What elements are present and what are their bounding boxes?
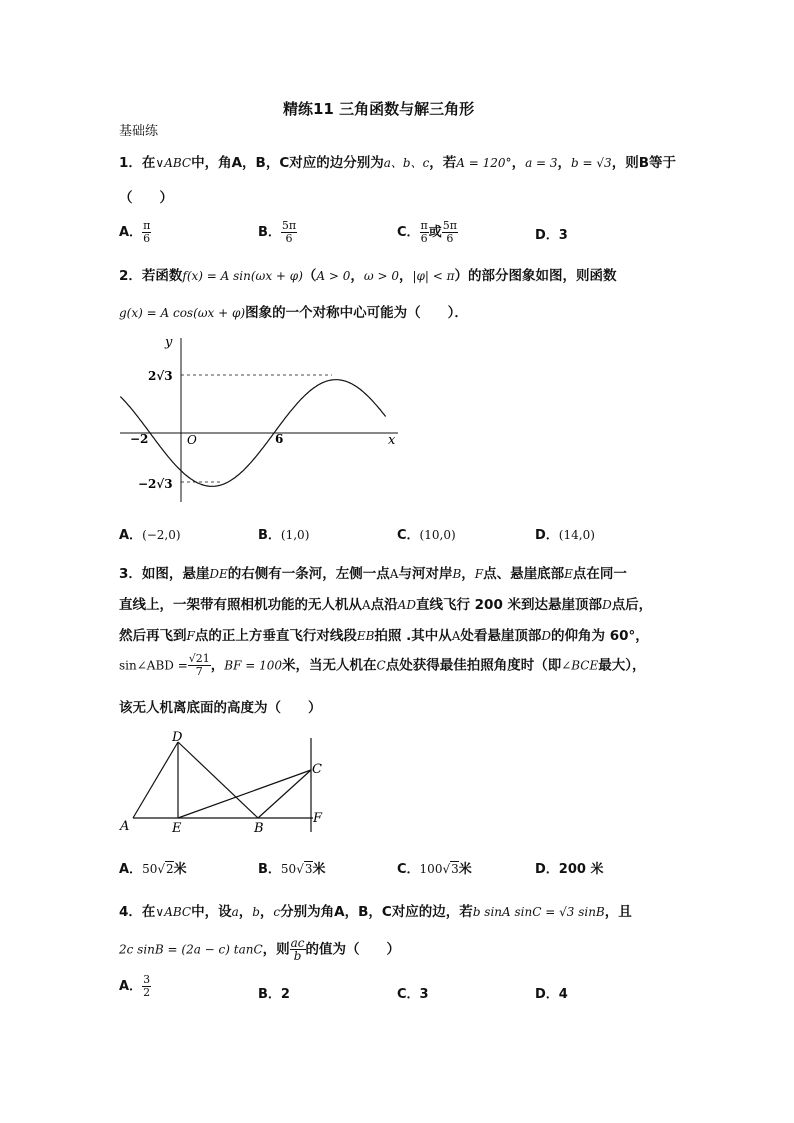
q3-option-b[interactable]: B．50√3米 <box>258 862 326 877</box>
question-3-text: 3．如图，悬崖DE的右侧有一条河，左侧一点A与河对岸B，F点、悬崖底部E点在同一 <box>119 566 627 582</box>
segment-bc <box>258 770 311 818</box>
q4-option-c[interactable]: C．3 <box>397 987 429 1002</box>
point-b-label: B <box>254 821 264 836</box>
q3-number: 3． <box>119 566 142 582</box>
question-3-text-line5: 该无人机离底面的高度为（ ） <box>119 700 322 716</box>
y-axis-label: y <box>165 335 173 350</box>
min-value-label: −2√3 <box>138 477 173 491</box>
q3-geometry-diagram <box>115 728 335 838</box>
question-2-text-line2: g(x) = A cos(ωx + φ)图象的一个对称中心可能为（ ）． <box>119 305 468 321</box>
q1-number: 1． <box>119 155 142 171</box>
q3-option-a[interactable]: A．50√2米 <box>119 862 187 877</box>
tick-neg2-label: −2 <box>130 432 149 446</box>
question-4-text: 4．在∨ABC中，设a，b，c分别为角A，B，C对应的边，若b sinA sinC = √3 sinB，且 <box>119 904 632 920</box>
q1-option-a[interactable]: A． $\frac{\pi}{6}$ <box>119 219 151 245</box>
q2-function-graph <box>110 330 420 508</box>
q1-option-b[interactable]: B． $\frac{5\pi}{6}$ <box>258 219 297 245</box>
q3-option-c[interactable]: C．100√3米 <box>397 862 472 877</box>
origin-label: O <box>187 433 197 447</box>
segment-ad <box>133 742 178 818</box>
page-title: 精练11 三角函数与解三角形 <box>283 100 475 118</box>
question-3-text-line3: 然后再飞到F点的正上方垂直飞行对线段EB拍照 .其中从A处看悬崖顶部D的仰角为 60°， <box>119 628 649 644</box>
section-label: 基础练 <box>119 124 159 139</box>
question-1-text: 1．在∨ABC中，角A，B，C对应的边分别为a、b、c，若A = 120°，a = 3，b = √3，则B等于 <box>119 155 676 171</box>
q2-option-c[interactable]: C．(10,0) <box>397 528 456 543</box>
point-e-label: E <box>172 821 182 836</box>
q2-option-a[interactable]: A．(−2,0) <box>119 528 181 543</box>
point-a-label: A <box>120 819 130 834</box>
segment-ec <box>178 770 311 818</box>
fraction: $\frac{3}{2}$ <box>143 973 151 999</box>
q4-option-b[interactable]: B．2 <box>258 987 290 1002</box>
q2-number: 2． <box>119 268 142 284</box>
question-4-text-line2: 2c sinB = (2a − c) tanC，则 $\frac{ac}{b}$ 的值为（ ） <box>119 936 401 963</box>
fraction: $\frac{5\pi}{6}$ <box>281 219 297 245</box>
q3-option-d[interactable]: D．200 米 <box>535 862 604 877</box>
x-axis-label: x <box>388 433 396 448</box>
q4-number: 4． <box>119 904 142 920</box>
fraction: $\frac{ac}{b}$ <box>290 936 305 963</box>
question-3-text-line2: 直线上，一架带有照相机功能的无人机从A点沿AD直线飞行 200 米到达悬崖顶部D点后， <box>119 597 653 613</box>
question-2-text: 2．若函数f(x) = A sin(ωx + φ)（A > 0，ω > 0，|φ| < π）的部分图象如图，则函数 <box>119 268 617 284</box>
q2-option-b[interactable]: B．(1,0) <box>258 528 310 543</box>
q1-option-c[interactable]: C． $\frac{\pi}{6}$ 或 $\frac{5\pi}{6}$ <box>397 219 458 245</box>
tick-6-label: 6 <box>275 432 284 446</box>
point-d-label: D <box>172 730 183 745</box>
point-c-label: C <box>312 762 322 777</box>
fraction: $\frac{√21}{7}$ <box>188 652 210 678</box>
max-value-label: 2√3 <box>148 369 173 383</box>
q4-option-d[interactable]: D．4 <box>535 987 568 1002</box>
q1-answer-paren: （ ） <box>119 190 173 206</box>
question-3-text-line4: sin∠ABD = $\frac{√21}{7}$ ，BF = 100米，当无人机在C点处获得最佳拍照角度时（即∠BCE最大）， <box>119 652 646 678</box>
fraction: $\frac{\pi}{6}$ <box>420 219 428 245</box>
fraction: $\frac{\pi}{6}$ <box>143 219 151 245</box>
segment-db <box>178 742 258 818</box>
point-f-label: F <box>313 811 323 826</box>
fraction: $\frac{5\pi}{6}$ <box>442 219 458 245</box>
q2-option-d[interactable]: D．(14,0) <box>535 528 595 543</box>
q4-option-a[interactable]: A． $\frac{3}{2}$ <box>119 973 151 999</box>
q1-option-d[interactable]: D．3 <box>535 228 568 243</box>
